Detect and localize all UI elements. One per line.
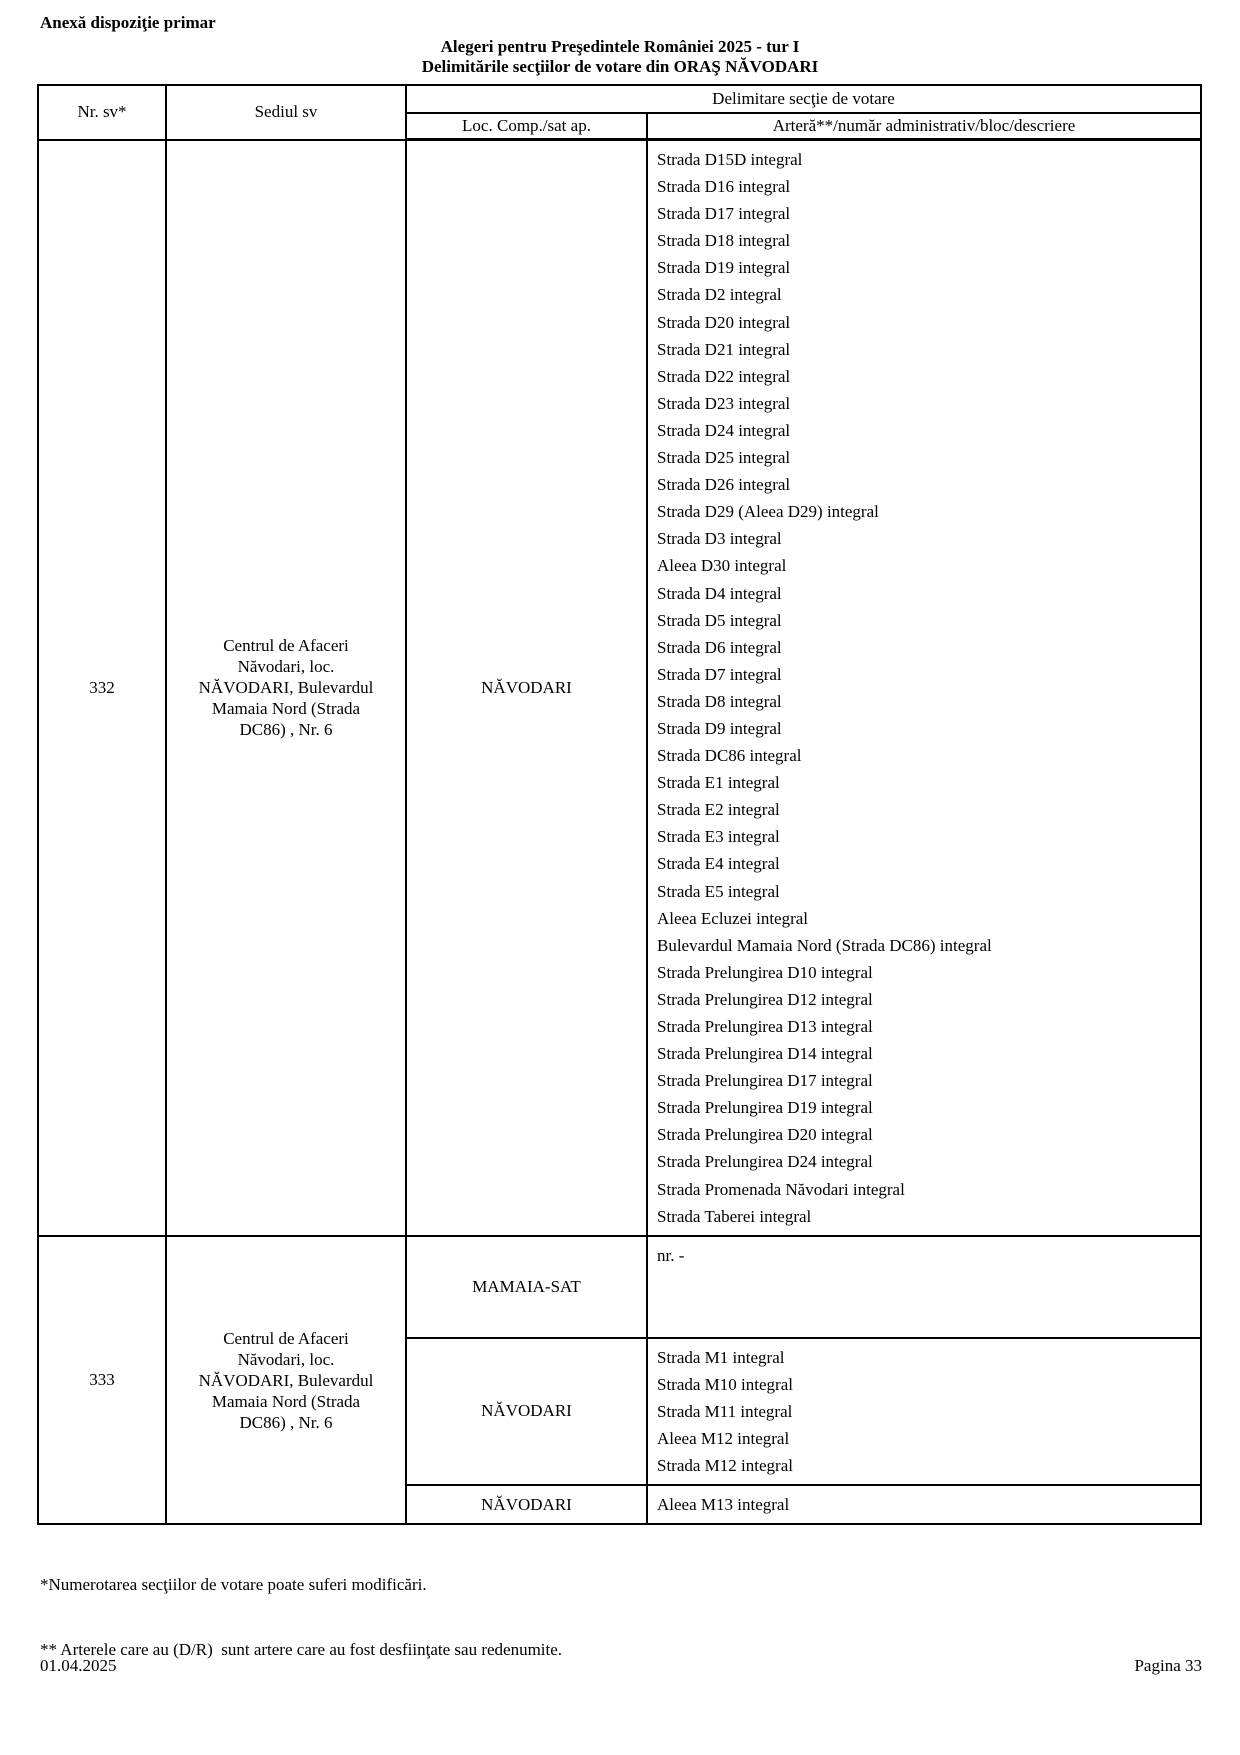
sediu-line: Năvodari, loc. — [237, 1349, 335, 1369]
table-row-333-sub-1 — [38, 1236, 1201, 1338]
row-332-streets — [647, 140, 1201, 1236]
street-entry: Strada D17 integral — [657, 204, 791, 224]
header-nr-sv: Nr. sv* — [38, 85, 166, 140]
street-entry: Strada E1 integral — [657, 773, 780, 793]
street-entry: Strada D4 integral — [657, 583, 782, 603]
title-line-1: Alegeri pentru Preşedintele României 2025 - tur I — [440, 37, 800, 56]
footer-page-number: Pagina 33 — [1134, 1656, 1202, 1675]
street-entry: Aleea D30 integral — [657, 556, 787, 576]
street-entry: Strada M12 integral — [657, 1456, 793, 1476]
header-loc-comp: Loc. Comp./sat ap. — [406, 113, 647, 140]
street-entry: Bulevardul Mamaia Nord (Strada DC86) integral — [657, 935, 992, 955]
street-entry: Strada D29 (Aleea D29) integral — [657, 502, 879, 522]
row-333-streets-navodari-2 — [647, 1485, 1201, 1524]
street-entry: Strada M10 integral — [657, 1374, 793, 1394]
street-entry: Strada D20 integral — [657, 312, 791, 332]
row-332-sediu — [166, 140, 406, 1236]
header-delimitare: Delimitare secţie de votare — [406, 85, 1201, 113]
header-sediul-sv: Sediul sv — [166, 85, 406, 140]
street-entry: Strada D8 integral — [657, 691, 782, 711]
street-entry: Strada E2 integral — [657, 800, 780, 820]
street-entry: Strada Prelungirea D17 integral — [657, 1071, 873, 1091]
table-row-332 — [38, 140, 1201, 1236]
row-332-number: 332 — [38, 140, 166, 1236]
street-entry: nr. - — [657, 1245, 685, 1265]
document-title — [0, 37, 1240, 77]
sediu-line: DC86) , Nr. 6 — [239, 720, 333, 740]
street-entry: Strada D19 integral — [657, 258, 791, 278]
row-333-sediu — [166, 1236, 406, 1525]
footer-date: 01.04.2025 — [40, 1656, 117, 1675]
table-header-row-1 — [38, 85, 1201, 113]
street-entry: Strada Prelungirea D10 integral — [657, 962, 873, 982]
street-entry: Strada D7 integral — [657, 664, 782, 684]
street-entry: Strada DC86 integral — [657, 746, 802, 766]
street-entry: Strada D9 integral — [657, 718, 782, 738]
row-333-locality-mamaia-sat: MAMAIA-SAT — [406, 1236, 647, 1338]
sediu-line: Centrul de Afaceri — [223, 1328, 349, 1348]
row-333-streets-mamaia-sat — [647, 1236, 1201, 1338]
street-entry: Aleea M13 integral — [657, 1495, 790, 1515]
street-entry: Strada D16 integral — [657, 177, 791, 197]
street-entry: Strada D25 integral — [657, 448, 791, 468]
voting-sections-table — [37, 84, 1202, 1525]
street-entry: Strada M11 integral — [657, 1401, 793, 1421]
street-entry: Aleea Ecluzei integral — [657, 908, 809, 928]
street-entry: Strada D2 integral — [657, 285, 782, 305]
street-entry: Strada D15D integral — [657, 150, 803, 169]
title-line-2: Delimitările secţiilor de votare din ORAŞ NĂVODARI — [421, 57, 819, 76]
sediu-line: Mamaia Nord (Strada — [211, 699, 361, 719]
row-333-streets-navodari-1 — [647, 1338, 1201, 1485]
row-333-locality-navodari-1: NĂVODARI — [406, 1338, 647, 1485]
sediu-line: Mamaia Nord (Strada — [211, 1391, 361, 1411]
header-artera: Arteră**/număr administrativ/bloc/descriere — [647, 113, 1201, 140]
street-entry: Strada Prelungirea D19 integral — [657, 1098, 873, 1118]
row-333-locality-navodari-2: NĂVODARI — [406, 1485, 647, 1524]
footnote-2: ** Arterele care au (D/R) sunt artere care au fost desfiinţate sau redenumite. — [40, 1639, 563, 1659]
street-entry: Strada D6 integral — [657, 637, 782, 657]
street-entry: Strada Prelungirea D20 integral — [657, 1125, 873, 1145]
sediu-line: NĂVODARI, Bulevardul — [198, 678, 374, 698]
sediu-line: NĂVODARI, Bulevardul — [198, 1370, 374, 1390]
street-entry: Strada Taberei integral — [657, 1206, 812, 1226]
street-entry: Strada Promenada Năvodari integral — [657, 1179, 905, 1199]
annex-label: Anexă dispoziţie primar — [40, 13, 216, 32]
row-332-locality: NĂVODARI — [406, 140, 647, 1236]
footnotes — [40, 1531, 562, 1703]
sediu-line: Centrul de Afaceri — [223, 636, 349, 656]
street-entry: Strada E4 integral — [657, 854, 780, 874]
footnote-1: *Numerotarea secţiilor de votare poate suferi modificări. — [40, 1575, 427, 1594]
street-entry: Strada D18 integral — [657, 231, 791, 251]
street-entry: Strada D3 integral — [657, 529, 782, 549]
street-entry: Strada M1 integral — [657, 1347, 785, 1367]
street-entry: Strada D5 integral — [657, 610, 782, 630]
row-333-number: 333 — [38, 1236, 166, 1525]
street-entry: Strada D24 integral — [657, 420, 791, 440]
street-entry: Strada D23 integral — [657, 393, 791, 413]
street-entry: Aleea M12 integral — [657, 1429, 790, 1449]
street-entry: Strada D26 integral — [657, 475, 791, 495]
street-entry: Strada E3 integral — [657, 827, 780, 847]
street-entry: Strada D21 integral — [657, 339, 791, 359]
street-entry: Strada D22 integral — [657, 366, 791, 386]
sediu-line: DC86) , Nr. 6 — [239, 1412, 333, 1432]
street-entry: Strada Prelungirea D13 integral — [657, 1017, 873, 1036]
street-entry: Strada Prelungirea D12 integral — [657, 989, 873, 1009]
street-entry: Strada E5 integral — [657, 881, 780, 901]
street-entry: Strada Prelungirea D14 integral — [657, 1044, 873, 1064]
street-entry: Strada Prelungirea D24 integral — [657, 1152, 873, 1172]
sediu-line: Năvodari, loc. — [237, 657, 335, 677]
